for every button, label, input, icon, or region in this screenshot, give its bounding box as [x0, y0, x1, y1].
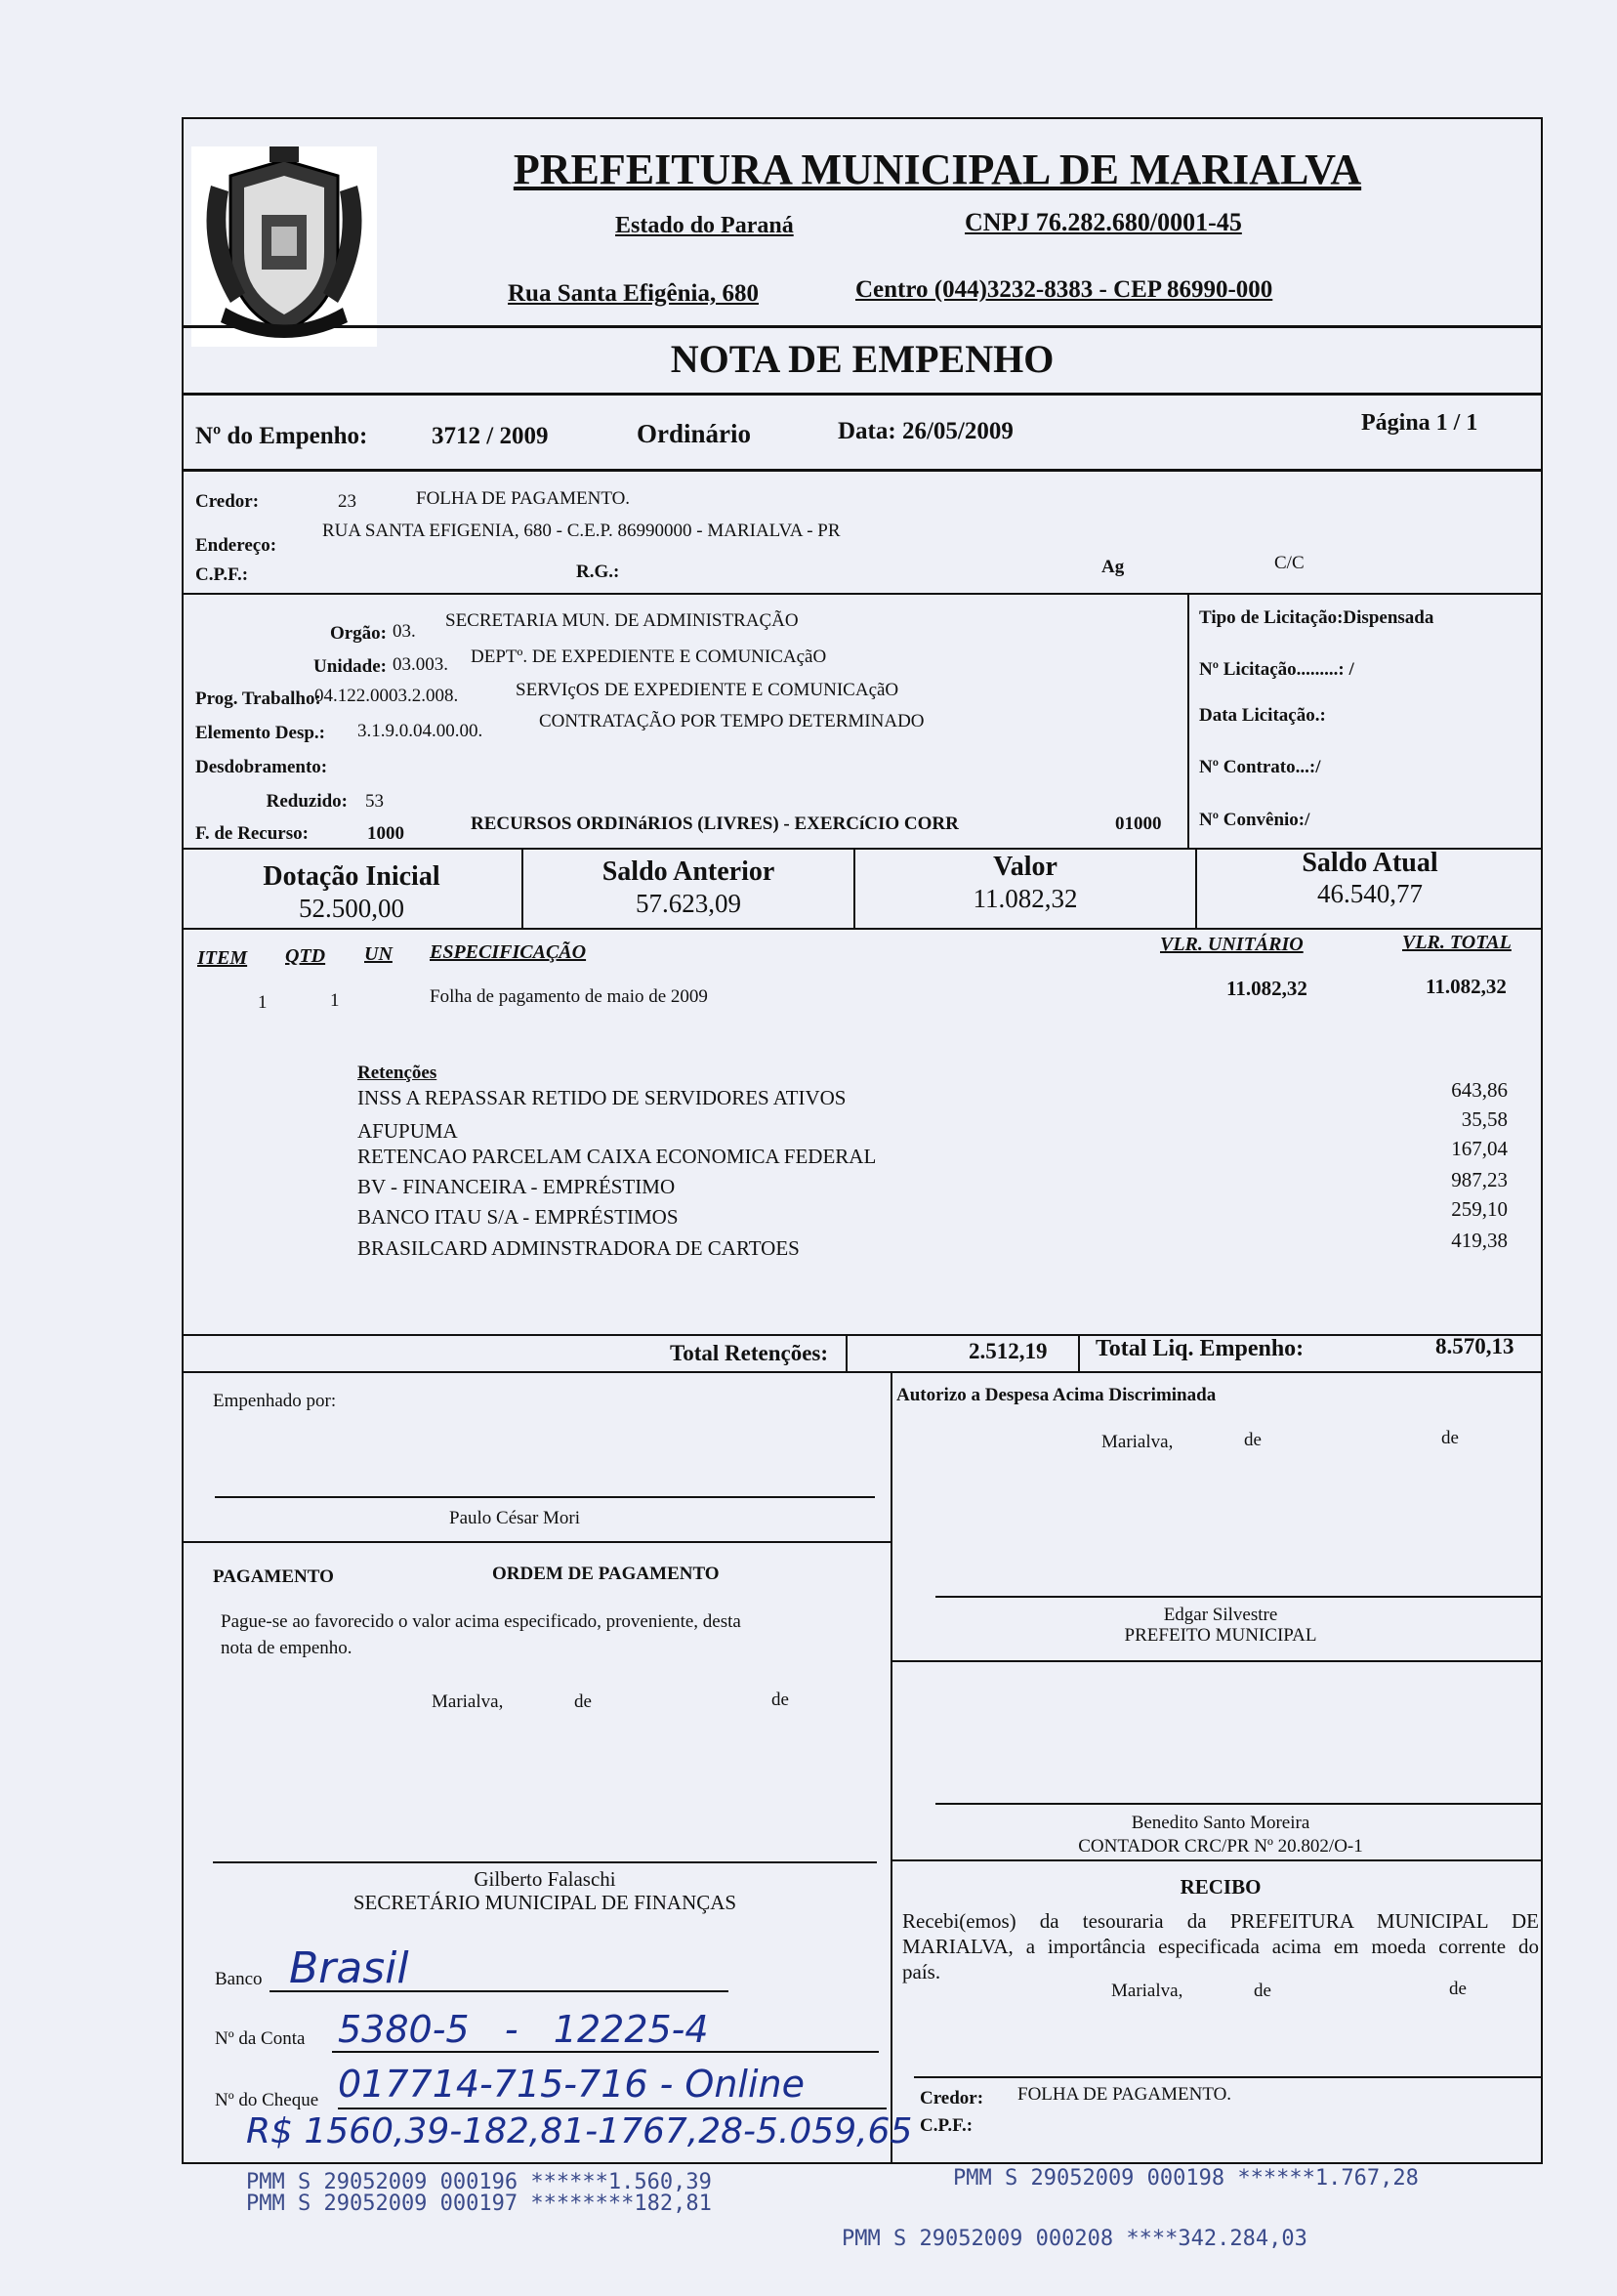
header-title: PREFEITURA MUNICIPAL DE MARIALVA [513, 146, 1362, 193]
elemento-code: 3.1.9.0.04.00.00. [357, 721, 483, 741]
total-retencoes-label: Total Retenções: [670, 1341, 829, 1365]
empenho-date: Data: 26/05/2009 [838, 418, 1014, 444]
empenho-number-label: Nº do Empenho: [195, 423, 368, 449]
item-unit-value: 11.082,32 [1226, 977, 1307, 1000]
retencao-desc: AFUPUMA [357, 1119, 458, 1143]
dotacao-label: Dotação Inicial [263, 861, 440, 892]
col-esp-header: ESPECIFICAÇÃO [430, 941, 587, 963]
secretario-name: Gilberto Falaschi [474, 1867, 616, 1891]
pagamento-city: Marialva, [432, 1691, 504, 1712]
empenho-page: Página 1 / 1 [1361, 410, 1478, 436]
header-cnpj: CNPJ 76.282.680/0001-45 [965, 208, 1242, 236]
orgao-code: 03. [393, 621, 416, 642]
contador-title: CONTADOR CRC/PR Nº 20.802/O-1 [1078, 1836, 1363, 1857]
reduzido-label: Reduzido: [266, 791, 348, 812]
stamp-line: PMM S 29052009 000208 ****342.284,03 [842, 2227, 1307, 2251]
licitacao-convenio: Nº Convênio:/ [1199, 810, 1310, 830]
empenho-number: 3712 / 2009 [432, 423, 549, 449]
unidade-label: Unidade: [313, 656, 387, 677]
recurso-name: RECURSOS ORDINáRIOS (LIVRES) - EXERCíCIO CORR [471, 814, 959, 834]
valor-value: 11.082,32 [973, 884, 1078, 913]
recibo-text-1: Recebi(emos) da tesouraria da PREFEITURA MUNICIPAL DE [902, 1909, 1539, 1933]
pagamento-de1: de [574, 1691, 592, 1712]
credor-address: RUA SANTA EFIGENIA, 680 - C.E.P. 86990000 - MARIALVA - PR [322, 521, 841, 541]
retencao-value: 643,86 [1451, 1078, 1508, 1102]
prog-code: 04.122.0003.2.008. [314, 686, 459, 706]
retencao-value: 419,38 [1451, 1229, 1508, 1252]
licitacao-contrato: Nº Contrato...:/ [1199, 757, 1321, 777]
item-qtd: 1 [330, 990, 340, 1011]
licitacao-data: Data Licitação.: [1199, 705, 1326, 726]
cpf-label: C.P.F.: [195, 564, 249, 585]
cheque-handwritten: 017714-715-716 - Online [338, 2063, 805, 2106]
prog-label: Prog. Trabalho: [195, 689, 321, 709]
autorizo-de2: de [1441, 1428, 1459, 1448]
licitacao-tipo: Tipo de Licitação:Dispensada [1199, 607, 1434, 628]
rg-label: R.G.: [576, 562, 620, 582]
valor-label: Valor [993, 852, 1057, 882]
dotacao-value: 52.500,00 [299, 894, 404, 923]
item-description: Folha de pagamento de maio de 2009 [430, 986, 708, 1007]
item-number: 1 [258, 992, 268, 1013]
col-total-header: VLR. TOTAL [1402, 932, 1512, 953]
prog-name: SERVIçOS DE EXPEDIENTE E COMUNICAçãO [516, 680, 899, 700]
unidade-code: 03.003. [393, 654, 448, 675]
orgao-name: SECRETARIA MUN. DE ADMINISTRAÇÃO [445, 610, 799, 631]
elemento-label: Elemento Desp.: [195, 723, 325, 743]
recibo-de1: de [1254, 1981, 1271, 2001]
recibo-text-2: MARIALVA, a importância especificada acima em moeda corrente do [902, 1935, 1539, 1958]
recurso-number: 01000 [1115, 814, 1162, 834]
prefeito-name: Edgar Silvestre [1163, 1605, 1278, 1625]
autorizo-de1: de [1244, 1430, 1262, 1450]
anterior-label: Saldo Anterior [601, 856, 775, 887]
retencao-desc: BV - FINANCEIRA - EMPRÉSTIMO [357, 1175, 676, 1198]
reduzido-value: 53 [365, 791, 384, 812]
retencoes-title: Retenções [357, 1063, 437, 1083]
ag-label: Ag [1101, 557, 1125, 577]
retencao-value: 167,04 [1451, 1137, 1508, 1160]
secretario-title: SECRETÁRIO MUNICIPAL DE FINANÇAS [352, 1891, 737, 1914]
banco-label: Banco [215, 1969, 263, 1989]
stamp-line: PMM S 29052009 000196 ******1.560,39 [246, 2170, 712, 2194]
recibo-text-3: país. [902, 1960, 941, 1983]
contador-name: Benedito Santo Moreira [1131, 1813, 1310, 1833]
empenhado-por-label: Empenhado por: [213, 1391, 337, 1411]
recibo-cpf-label: C.P.F.: [920, 2115, 974, 2136]
col-unit-header: VLR. UNITÁRIO [1160, 934, 1304, 955]
autorizo-label: Autorizo a Despesa Acima Discriminada [896, 1385, 1217, 1405]
address-label: Endereço: [195, 535, 277, 556]
atual-value: 46.540,77 [1317, 879, 1423, 908]
credor-label: Credor: [195, 491, 260, 512]
pagamento-label: PAGAMENTO [213, 1566, 334, 1587]
empenho-type: Ordinário [637, 419, 752, 448]
municipal-crest-logo [191, 146, 377, 347]
recurso-label: F. de Recurso: [195, 823, 309, 844]
pagamento-de2: de [771, 1690, 789, 1710]
col-item-header: ITEM [197, 947, 248, 969]
header-address: Rua Santa Efigênia, 680 [508, 280, 759, 307]
doc-title: NOTA DE EMPENHO [670, 337, 1055, 381]
retencao-desc: BANCO ITAU S/A - EMPRÉSTIMOS [357, 1205, 679, 1229]
credor-code: 23 [338, 491, 356, 512]
retencao-value: 259,10 [1451, 1197, 1508, 1221]
recibo-title: RECIBO [1180, 1875, 1262, 1899]
ordem-pagamento-label: ORDEM DE PAGAMENTO [492, 1564, 720, 1584]
total-retencoes-value: 2.512,19 [969, 1339, 1048, 1363]
recurso-code: 1000 [367, 823, 404, 844]
col-un-header: UN [364, 943, 393, 965]
banco-handwritten: Brasil [289, 1943, 409, 1993]
stamp-line: PMM S 29052009 000198 ******1.767,28 [953, 2166, 1419, 2191]
pague-text-2: nota de empenho. [221, 1638, 352, 1658]
conta-label: Nº da Conta [215, 2028, 306, 2049]
retencao-desc: INSS A REPASSAR RETIDO DE SERVIDORES ATIVOS [357, 1086, 847, 1109]
anterior-value: 57.623,09 [636, 889, 741, 918]
autorizo-city: Marialva, [1101, 1432, 1174, 1452]
total-liquido-value: 8.570,13 [1435, 1334, 1514, 1358]
credor-name: FOLHA DE PAGAMENTO. [416, 488, 631, 509]
pague-text: Pague-se ao favorecido o valor acima especificado, proveniente, desta [221, 1611, 741, 1632]
recibo-de2: de [1449, 1979, 1467, 1999]
retencao-desc: BRASILCARD ADMINSTRADORA DE CARTOES [357, 1236, 800, 1260]
retencao-desc: RETENCAO PARCELAM CAIXA ECONOMICA FEDERAL [357, 1145, 877, 1168]
col-qtd-header: QTD [285, 945, 326, 967]
licitacao-numero: Nº Licitação.........: / [1199, 659, 1354, 680]
header-state: Estado do Paraná [615, 213, 794, 238]
values-handwritten: R$ 1560,39-182,81-1767,28-5.059,65 [246, 2111, 913, 2151]
atual-label: Saldo Atual [1302, 848, 1438, 878]
cc-label: C/C [1274, 553, 1305, 573]
prefeito-title: PREFEITO MUNICIPAL [1124, 1625, 1317, 1646]
conta-handwritten: 5380-5 - 12225-4 [338, 2008, 709, 2051]
item-total-value: 11.082,32 [1426, 975, 1507, 998]
orgao-label: Orgão: [329, 623, 387, 644]
signer-paulo: Paulo César Mori [449, 1508, 581, 1528]
cheque-label: Nº do Cheque [215, 2090, 319, 2110]
elemento-name: CONTRATAÇÃO POR TEMPO DETERMINADO [539, 711, 925, 731]
recibo-credor-name: FOLHA DE PAGAMENTO. [1017, 2084, 1232, 2105]
header-contact: Centro (044)3232-8383 - CEP 86990-000 [855, 276, 1273, 303]
total-liquido-label: Total Liq. Empenho: [1096, 1336, 1305, 1361]
retencao-value: 987,23 [1451, 1168, 1508, 1191]
unidade-name: DEPTº. DE EXPEDIENTE E COMUNICAçãO [471, 647, 827, 667]
retencao-value: 35,58 [1461, 1107, 1508, 1131]
recibo-credor-label: Credor: [920, 2088, 984, 2108]
recibo-city: Marialva, [1111, 1981, 1183, 2001]
stamp-line: PMM S 29052009 000197 ********182,81 [246, 2192, 712, 2216]
desdobramento-label: Desdobramento: [195, 757, 328, 777]
